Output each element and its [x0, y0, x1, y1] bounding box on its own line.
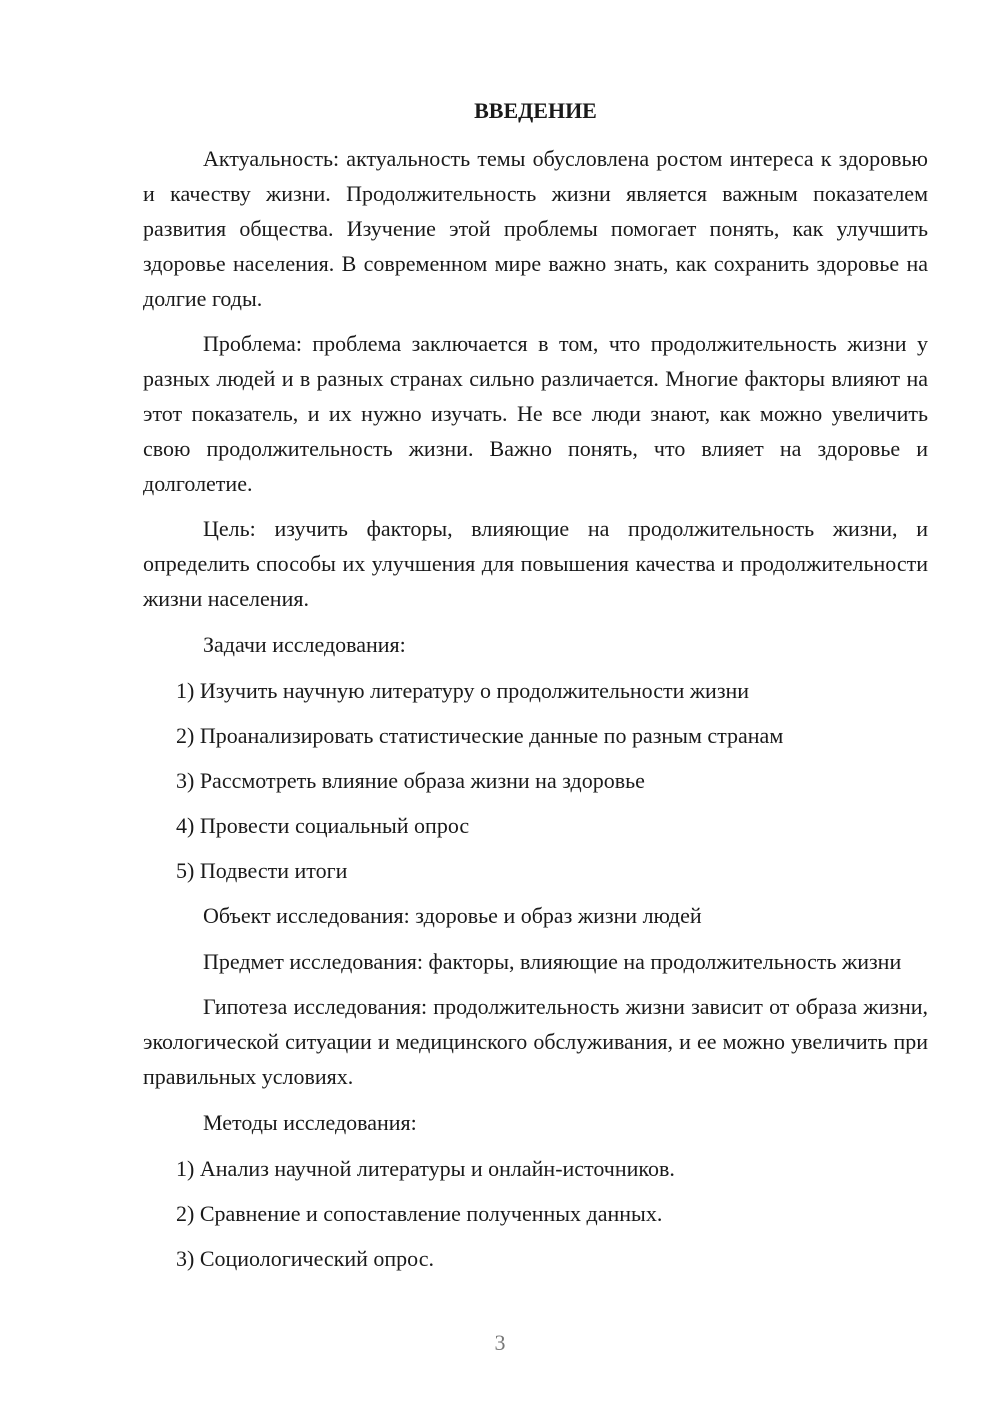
tasks-heading: Задачи исследования:: [203, 632, 406, 657]
page-title: ВВЕДЕНИЕ: [474, 98, 597, 123]
problem-paragraph: Проблема: проблема заключается в том, что продолжительность жизни у разных людей и в разных странах сильно различается. Многие факторы влияют на этот показатель, и их нужно изучать. Не все люди знают, как можно увеличить свою продолжительность жизни. Важно понять, что влияет на здоровье и долголетие.: [143, 331, 928, 496]
relevance-paragraph: Актуальность: актуальность темы обусловлена ростом интереса к здоровью и качеству жизни. Продолжительность жизни является важным показателем развития общества. Изучение этой проблемы помогает понять, как улучшить здоровье населения. В современном мире важно знать, как сохранить здоровье на долгие годы.: [143, 146, 928, 311]
methods-heading: Методы исследования:: [203, 1110, 417, 1135]
page-number: 3: [494, 1330, 506, 1355]
hypothesis-paragraph: Гипотеза исследования: продолжительность жизни зависит от образа жизни, экологической ситуации и медицинского обслуживания, и ее можно увеличить при правильных условиях.: [143, 994, 928, 1089]
list-item: 2) Сравнение и сопоставление полученных данных.: [176, 1201, 663, 1226]
object-paragraph: Объект исследования: здоровье и образ жизни людей: [203, 903, 702, 928]
list-item: 5) Подвести итоги: [176, 858, 348, 883]
list-item: 3) Рассмотреть влияние образа жизни на здоровье: [176, 768, 645, 793]
list-item: 2) Проанализировать статистические данные по разным странам: [176, 723, 784, 748]
methods-list: [143, 1151, 928, 1276]
goal-paragraph: Цель: изучить факторы, влияющие на продолжительность жизни, и определить способы их улучшения для повышения качества и продолжительности жизни населения.: [143, 516, 928, 611]
list-item: 1) Изучить научную литературу о продолжительности жизни: [176, 678, 750, 703]
subject-paragraph: Предмет исследования: факторы, влияющие на продолжительность жизни: [203, 949, 902, 974]
tasks-list: [143, 673, 928, 888]
list-item: 4) Провести социальный опрос: [176, 813, 470, 838]
list-item: 3) Социологический опрос.: [176, 1246, 434, 1271]
document-page: [143, 94, 928, 1286]
list-item: 1) Анализ научной литературы и онлайн-источников.: [176, 1156, 675, 1181]
